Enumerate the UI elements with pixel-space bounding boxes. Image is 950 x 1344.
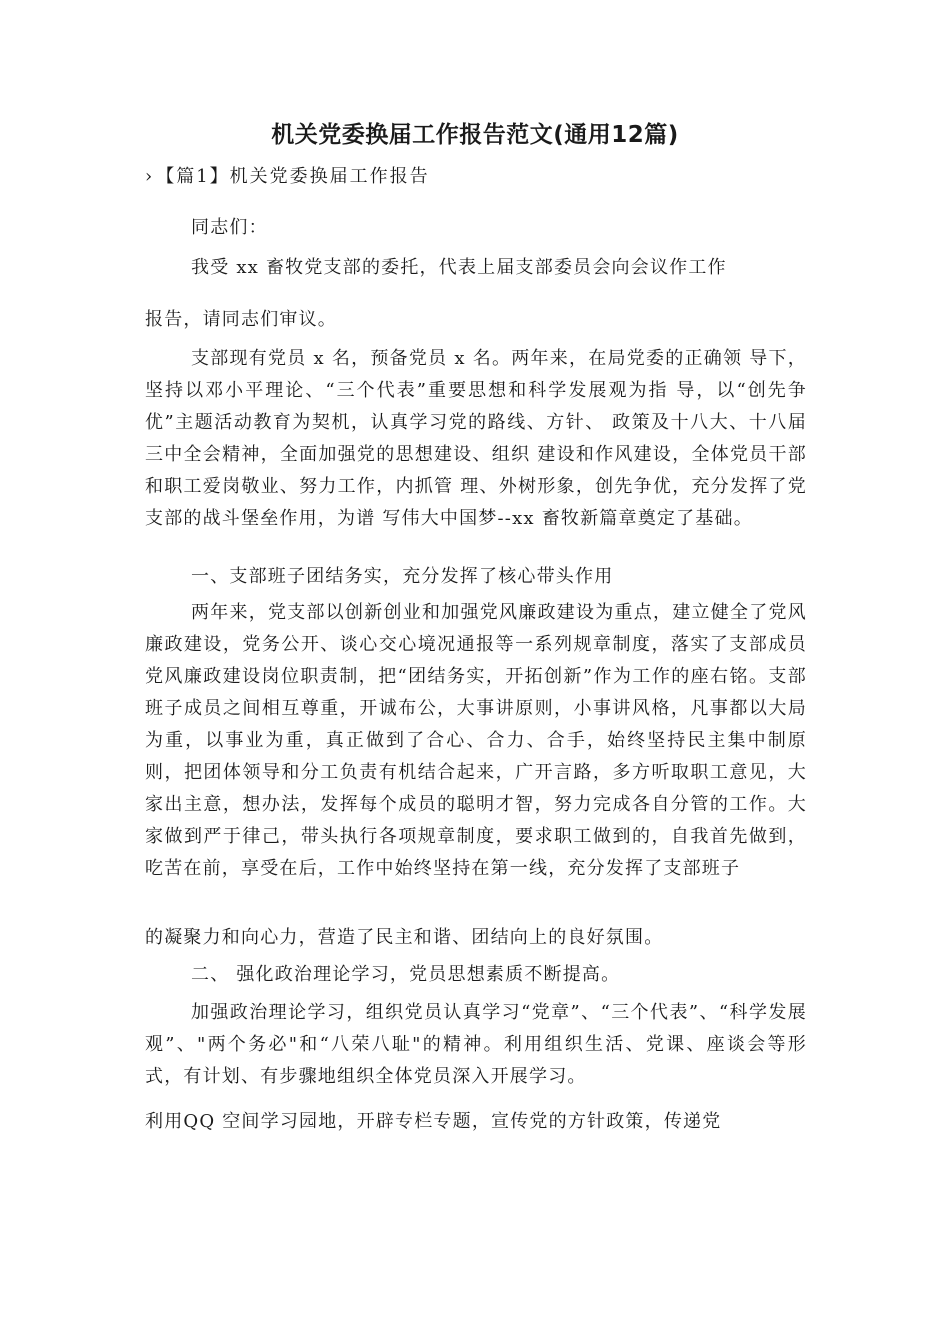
paragraph-4-last-line: 利用QQ 空间学习园地，开辟专栏专题，宣传党的方针政策，传递党 xyxy=(145,1111,722,1132)
paragraph-1-line-2: 报告，请同志们审议。 xyxy=(145,309,337,330)
document-title: 机关党委换届工作报告范文(通用12篇) xyxy=(271,122,679,148)
section-heading-1: 一、支部班子团结务实，充分发挥了核心带头作用 xyxy=(191,566,614,587)
chevron-right-icon: › xyxy=(145,166,155,187)
section-heading xyxy=(145,162,430,188)
paragraph-2: 支部现有党员 x 名，预备党员 x 名。两年来，在局党委的正确领 导下，坚持以邓小平理论、“三个代表”重要思想和科学发展观为指 导，以“创先争优”主题活动教育为契机，认真学习党的路线、方针、 政策及十八大、十八届三中全会精神，全面加强党的思想建设、组织 建设和作风建设，全体党员干部和职工爱岗敬业、努力工作，内抓管 理、外树形象，创先争优，充分发挥了党支部的战斗堡垒作用，为谱 写伟大中国梦--xx 畜牧新篇章奠定了基础。 xyxy=(145,348,807,529)
salutation: 同志们： xyxy=(191,217,268,238)
paragraph-1-line-1: 我受 xx 畜牧党支部的委托，代表上届支部委员会向会议作工作 xyxy=(191,257,727,278)
paragraph-3: 两年来，党支部以创新创业和加强党风廉政建设为重点，建立健全了党风廉政建设，党务公开、谈心交心境况通报等一系列规章制度，落实了支部成员党风廉政建设岗位职责制，把“团结务实，开拓创新”作为工作的座右铭。支部班子成员之间相互尊重，开诚布公，大事讲原则，小事讲风格，凡事都以大局为重，以事业为重，真正做到了合心、合力、合手，始终坚持民主集中制原则，把团体领导和分工负责有机结合起来，广开言路，多方听取职工意见，大家出主意，想办法，发挥每个成员的聪明才智，努力完成各自分管的工作。大家做到严于律己，带头执行各项规章制度，要求职工做到的，自我首先做到，吃苦在前，享受在后，工作中始终坚持在第一线，充分发挥了支部班子 xyxy=(145,602,807,879)
section-heading-2: 二、 强化政治理论学习，党员思想素质不断提高。 xyxy=(191,964,621,985)
paragraph-3-last-line: 的凝聚力和向心力，营造了民主和谐、团结向上的良好氛围。 xyxy=(145,927,664,948)
paragraph-4: 加强政治理论学习，组织党员认真学习“党章”、“三个代表”、“科学发展观”、"两个务必"和“八荣八耻"的精神。利用组织生活、党课、座谈会等形式，有计划、有步骤地组织全体党员深入开展学习。 xyxy=(145,1002,807,1087)
section-heading-text: 【篇1】机关党委换届工作报告 xyxy=(156,166,430,187)
